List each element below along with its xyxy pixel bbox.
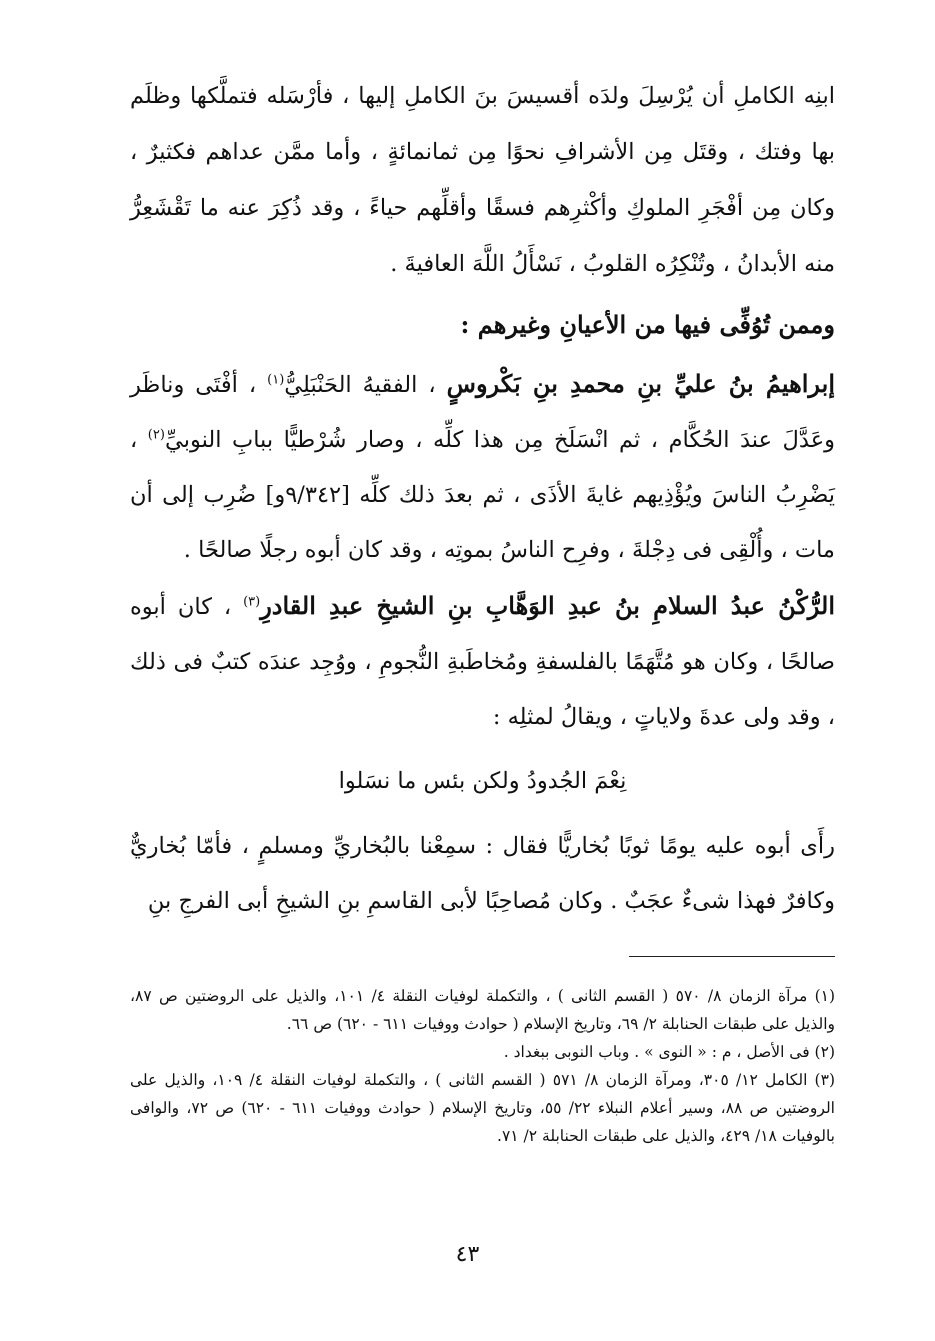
page-number: ٤٣ xyxy=(455,1242,480,1267)
main-text xyxy=(130,68,835,929)
text-segment: ، أفْتَى وناظَر وعَدَّلَ عندَ الحُكَّام ، ثم انْسَلَخ مِن هذا كلِّه ، وصار شُرْطيًّا ببابِ النوبيِّ xyxy=(130,372,835,453)
paragraph-ibrahim-ibn-bakrus xyxy=(130,356,835,578)
text-segment: ، الفقيهُ الحَنْبَلِيُّ xyxy=(284,372,447,398)
paragraph-abd-al-salam xyxy=(130,578,835,745)
paragraph-continuation: ابنِه الكاملِ أن يُرْسِلَ ولدَه أقسيسَ بنَ الكاملِ إليها ، فأرْسَله فتملَّكها وظلَم بها وفتك ، وقتَل مِن الأشرافِ نحوًا مِن ثمانمائةٍ ، وأما ممَّن عداهم فكثيرٌ ، وكان مِن أفْجَرِ الملوكِ وأكْثرِهم فسقًا وأقلِّهم حياءً ، وقد ذُكِرَ عنه ما تَقْشَعِرُّ منه الأبدانُ ، وتُنْكِرُه القلوبُ ، نَسْأَلُ اللَّهَ العافيةَ . xyxy=(130,83,835,277)
footnote-ref-1: (١) xyxy=(267,372,285,388)
person-name-ibrahim: إبراهيمُ بنُ عليِّ بنِ محمدِ بنِ بَكْروسٍ xyxy=(446,369,836,398)
footnote-separator xyxy=(629,956,835,957)
footnote-2: (٢) فى الأصل ، م : « النوى » . وباب النوبى ببغداد . xyxy=(503,1043,835,1061)
footnote-3: (٣) الكامل ١٢/ ٣٠٥، ومرآة الزمان ٨/ ٥٧١ ( القسم الثانى ) ، والتكملة لوفيات النقلة ٤/ ١٠٩، والذيل على الروضتين ص ٨٨، وسير أعلام النبلاء ٢٢/ ٥٥، وتاريخ الإسلام ( حوادث ووفيات ٦١١ - ٦٢٠) ص ٧٢، والوافى بالوفيات ١٨/ ٤٢٩، والذيل على طبقات الحنابلة ٢/ ٧١. xyxy=(130,1071,835,1145)
paragraph-bukhari-anecdote: رأَى أبوه عليه يومًا ثوبًا بُخاريًّا فقال : سمِعْنا بالبُخاريِّ ومسلمٍ ، فأمّا بُخاريٌّ وكافرٌ فهذا شىءٌ عجَبٌ . وكان مُصاحِبًا لأبى القاسمِ بنِ الشيخِ أبى الفرجِ بنِ xyxy=(130,833,835,914)
text-segment: ، يَضْرِبُ الناسَ ويُؤْذِيهم غايةَ الأذَى ، ثم بعدَ ذلك كلِّه [٩/٣٤٢و] ضُرِب إلى أن مات ، وأُلْقِى فى دِجْلةَ ، وفرِح الناسُ بموتِه ، وقد كان أبوه رجلًا صالحًا . xyxy=(130,427,835,563)
footnotes xyxy=(130,982,835,1150)
footnote-1: (١) مرآة الزمان ٨/ ٥٧٠ ( القسم الثانى ) ، والتكملة لوفيات النقلة ٤/ ١٠١، والذيل على الروضتين ص ٨٧، والذيل على طبقات الحنابلة ٢/ ٦٩، وتاريخ الإسلام ( حوادث ووفيات ٦١١ - ٦٢٠) ص ٦٦. xyxy=(130,987,836,1033)
poetry-verse: نِعْمَ الجُدودُ ولكن بئس ما نسَلوا xyxy=(338,768,627,794)
text-segment: ، كان أبوه صالحًا ، وكان هو مُتَّهَمًا بالفلسفةِ ومُخاطَبةِ النُّجومِ ، ووُجِد عندَه كتبٌ فى ذلك ، وقد ولى عدةَ ولاياتٍ ، ويقالُ لمثلِه : xyxy=(130,594,835,730)
section-heading: وممن تُوُفِّى فيها من الأعيانِ وغيرهم : xyxy=(460,310,835,339)
person-name-abd-al-salam: الرُّكْنُ عبدُ السلامِ بنُ عبدِ الوَهَّابِ بنِ الشيخِ عبدِ القادرِ xyxy=(260,591,836,620)
footnote-ref-2: (٢) xyxy=(147,427,165,443)
footnote-ref-3: (٣) xyxy=(243,594,261,610)
